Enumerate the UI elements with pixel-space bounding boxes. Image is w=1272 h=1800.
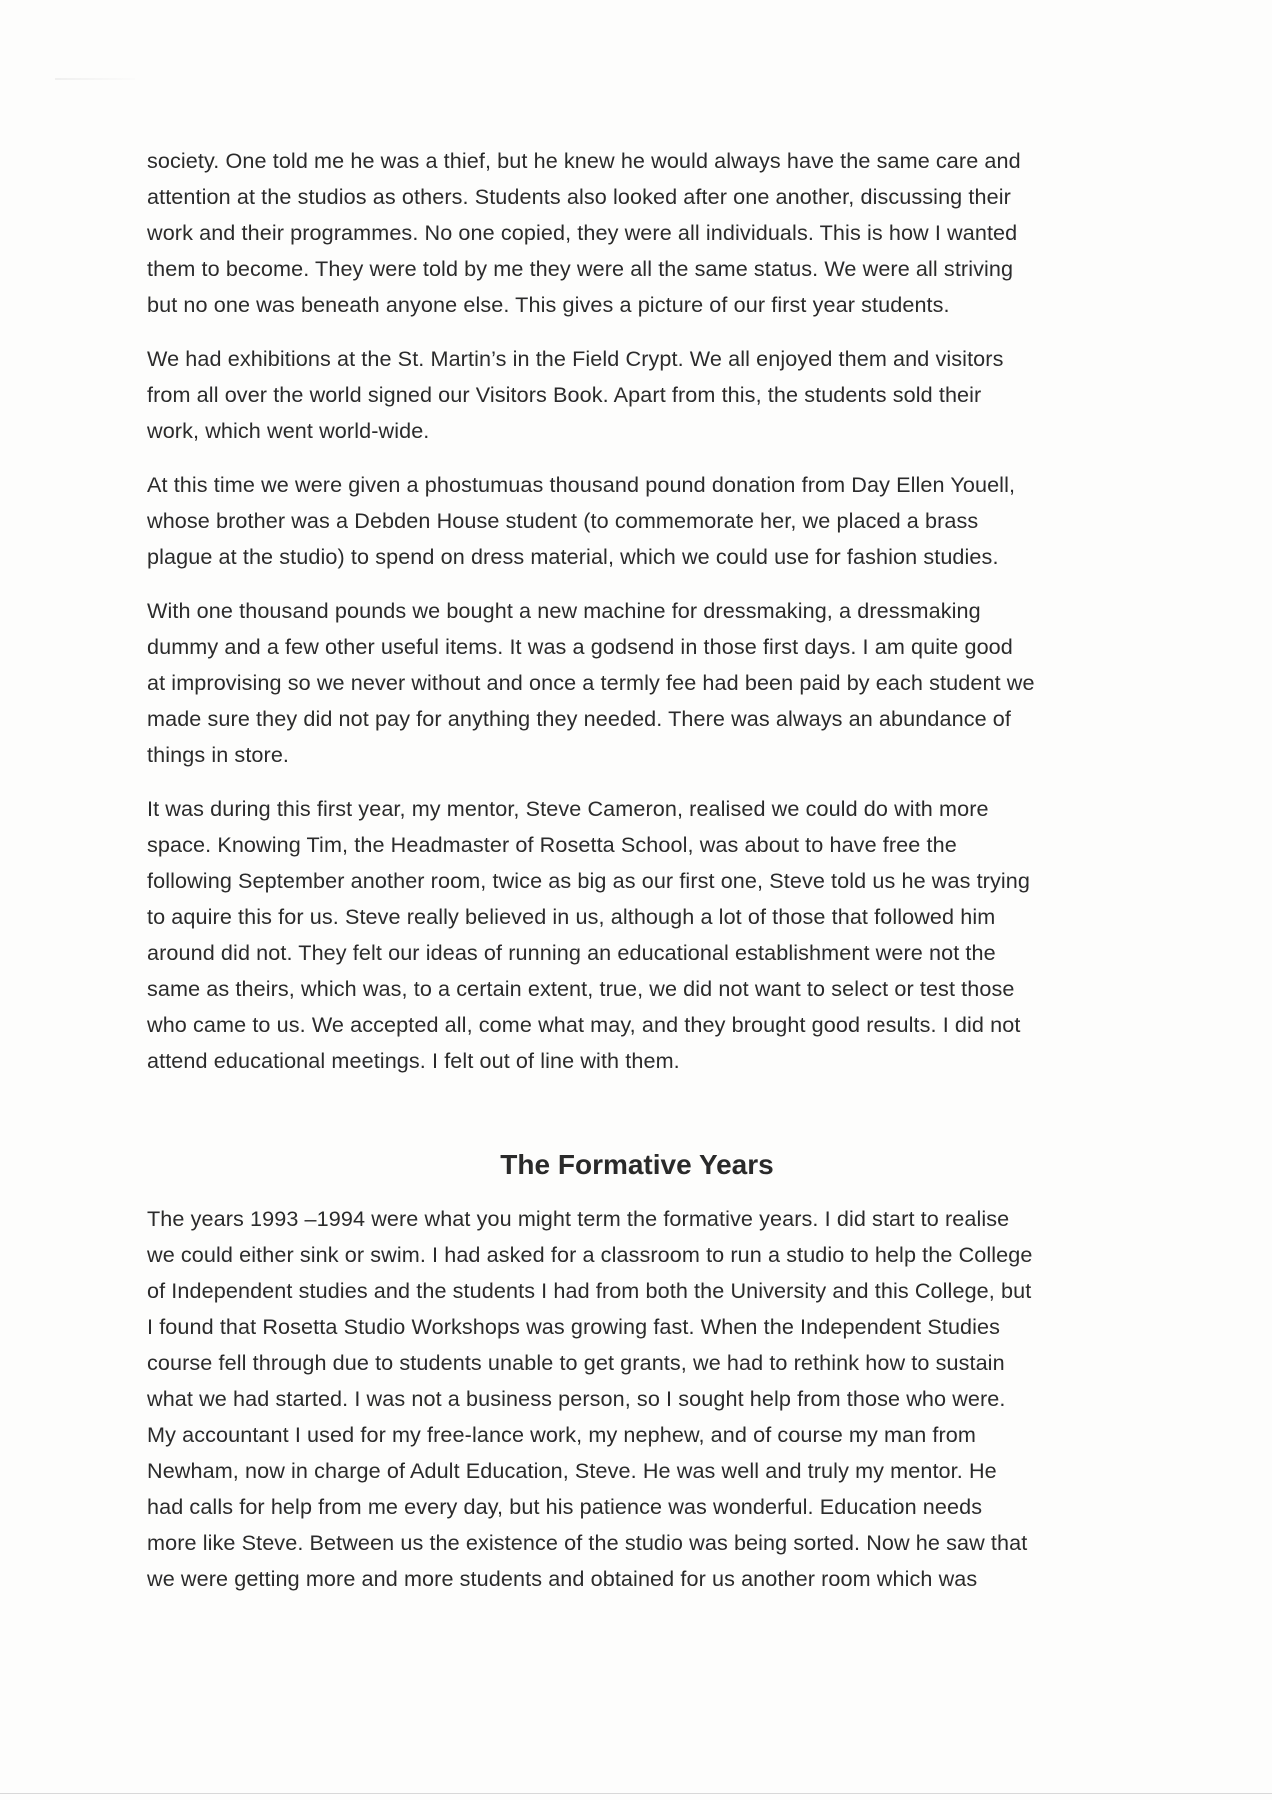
- paragraph-formative-years: [147, 1201, 1127, 1597]
- page-bottom-edge: [0, 1793, 1272, 1794]
- text-line: dummy and a few other useful items. It was a godsend in those first days. I am quite good: [147, 634, 1013, 659]
- text-line: things in store.: [147, 742, 290, 767]
- text-line: It was during this first year, my mentor, Steve Cameron, realised we could do with more: [147, 796, 989, 821]
- section-heading: The Formative Years: [500, 1149, 774, 1180]
- text-line: course fell through due to students unable to get grants, we had to rethink how to sustain: [147, 1350, 1005, 1375]
- text-line: had calls for help from me every day, but his patience was wonderful. Education needs: [147, 1494, 983, 1519]
- text-line: what we had started. I was not a business person, so I sought help from those who were.: [147, 1386, 1006, 1411]
- text-line: whose brother was a Debden House student (to commemorate her, we placed a brass: [147, 508, 979, 533]
- text-line: around did not. They felt our ideas of running an educational establishment were not the: [147, 940, 996, 965]
- text-line: We had exhibitions at the St. Martin’s in the Field Crypt. We all enjoyed them and visitors: [147, 346, 1004, 371]
- text-line: At this time we were given a phostumuas thousand pound donation from Day Ellen Youell,: [147, 472, 1016, 497]
- paragraph-first-year-students: [147, 143, 1127, 323]
- text-line: more like Steve. Between us the existence of the studio was being sorted. Now he saw that: [147, 1530, 1028, 1555]
- text-line: work and their programmes. No one copied, they were all individuals. This is how I wanted: [147, 220, 1018, 245]
- text-line: them to become. They were told by me they were all the same status. We were all striving: [147, 256, 1014, 281]
- text-line: attend educational meetings. I felt out of line with them.: [147, 1048, 680, 1073]
- text-line: attention at the studios as others. Students also looked after one another, discussing their: [147, 184, 1011, 209]
- text-line: My accountant I used for my free-lance work, my nephew, and of course my man from: [147, 1422, 977, 1447]
- text-line: society. One told me he was a thief, but he knew he would always have the same care and: [147, 148, 1021, 173]
- text-line: space. Knowing Tim, the Headmaster of Rosetta School, was about to have free the: [147, 832, 957, 857]
- text-line: from all over the world signed our Visitors Book. Apart from this, the students sold their: [147, 382, 982, 407]
- text-line: following September another room, twice as big as our first one, Steve told us he was trying: [147, 868, 1030, 893]
- document-body: [147, 143, 1127, 1615]
- text-line: at improvising so we never without and once a termly fee had been paid by each student we: [147, 670, 1035, 695]
- paragraph-dressmaking: [147, 593, 1127, 773]
- scan-artifact-mark: [55, 78, 135, 80]
- paragraph-exhibitions: [147, 341, 1127, 449]
- text-line: same as theirs, which was, to a certain extent, true, we did not want to select or test those: [147, 976, 1015, 1001]
- text-line: Newham, now in charge of Adult Education, Steve. He was well and truly my mentor. He: [147, 1458, 997, 1483]
- text-line: made sure they did not pay for anything they needed. There was always an abundance of: [147, 706, 1012, 731]
- text-line: of Independent studies and the students I had from both the University and this College, but: [147, 1278, 1032, 1303]
- text-line: work, which went world-wide.: [147, 418, 430, 443]
- text-line: we could either sink or swim. I had asked for a classroom to run a studio to help the College: [147, 1242, 1033, 1267]
- paragraph-mentor-space: [147, 791, 1127, 1079]
- paragraph-donation: [147, 467, 1127, 575]
- text-line: plague at the studio) to spend on dress material, which we could use for fashion studies.: [147, 544, 999, 569]
- text-line: With one thousand pounds we bought a new machine for dressmaking, a dressmaking: [147, 598, 981, 623]
- text-line: The years 1993 –1994 were what you might term the formative years. I did start to realise: [147, 1206, 1010, 1231]
- text-line: to aquire this for us. Steve really believed in us, although a lot of those that followed him: [147, 904, 996, 929]
- text-line: I found that Rosetta Studio Workshops was growing fast. When the Independent Studies: [147, 1314, 1001, 1339]
- text-line: but no one was beneath anyone else. This gives a picture of our first year students.: [147, 292, 950, 317]
- text-line: we were getting more and more students and obtained for us another room which was: [147, 1566, 978, 1591]
- text-line: who came to us. We accepted all, come what may, and they brought good results. I did not: [147, 1012, 1021, 1037]
